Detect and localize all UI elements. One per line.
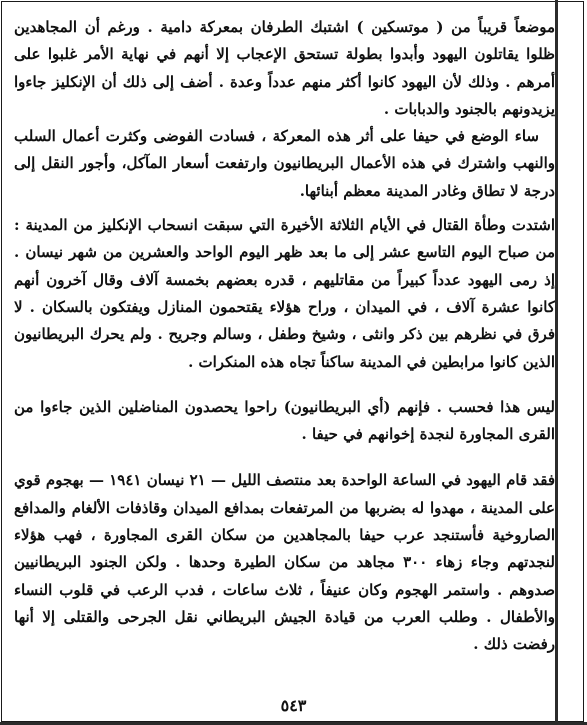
page-number: ٥٤٣ [280, 696, 307, 715]
paragraph-5: فقد قام اليهود في الساعة الواحدة بعد منتصف الليل — ٢١ نيسان ١٩٤١ — بهجوم قوي على المدينة ، مهدوا له بضربها من المرتفعات بمدافع الميدان وقاذفات الألغام والمدافع الصاروخية فأستنجد عرب حيفا بالمجاهدين من سكان القرى المجاورة ، فهب هؤلاء لنجدتهم وجاء زهاء ٣٠٠ مجاهد من سكان الطيرة وحدها . ولكن الجنود البريطانيين صدوهم . واستمر الهجوم وكان عنيفاً ، ثلاث ساعات ، فدب الرعب في قلوب النساء والأطفال . وطلب العرب من قيادة الجيش البريطاني نقل الجرحى والقتلى إلا أنها رفضت ذلك . [14, 471, 555, 654]
paragraph-3: اشتدت وطأة القتال في الأيام الثلاثة الأخيرة التي سبقت انسحاب الإنكليز من المدينة : من صباح اليوم التاسع عشر إلى ما بعد ظهر اليوم الواحد والعشرين من شهر نيسان . إذ رمى اليهود عدداً كبيراً من مقاتليهم ، قدره بعضهم بخمسة آلاف وقال آخرون أنهم كانوا عشرة آلاف ، في الميدان ، وراح هؤلاء يقتحمون المنازل ويفتكون بالسكان . لا فرق في نظرهم بين ذكر وانثى ، وشيخ وطفل ، وسالم وجريح . ولم يحرك البريطانيون الذين كانوا مرابطين في المدينة ساكناً تجاه هذه المنكرات . [14, 216, 555, 371]
paragraph-1: موضعاً قريباً من ( موتسكين ) اشتبك الطرفان بمعركة دامية . ورغم أن المجاهدين ظلوا يقاتلون اليهود وأبدوا بطولة تستحق الإعجاب إلا أنهم في نهاية الأمر غلبوا على أمرهم . وذلك لأن اليهود كانوا أكثر منهم عدداً وعدة . أضف إلى ذلك أن الإنكليز جاءوا يزيدونهم بالجنود والدبابات . [14, 18, 555, 118]
right-scan-edge [555, 0, 558, 725]
paragraph-4: ليس هذا فحسب . فإنهم (أي البريطانيون) راحوا يحصدون المناضلين الذين جاءوا من القرى المجاورة لنجدة إخوانهم في حيفا . [14, 397, 555, 444]
document-page [14, 14, 555, 659]
paragraph-2: ساء الوضع في حيفا على أثر هذه المعركة ، فسادت الفوضى وكثرت أعمال السلب والنهب واشترك في هذه الأعمال البريطانيون وارتفعت أسعار المآكل، وأجور النقل إلى درجة لا تطاق وغادر المدينة معظم أبنائها. [14, 127, 555, 200]
